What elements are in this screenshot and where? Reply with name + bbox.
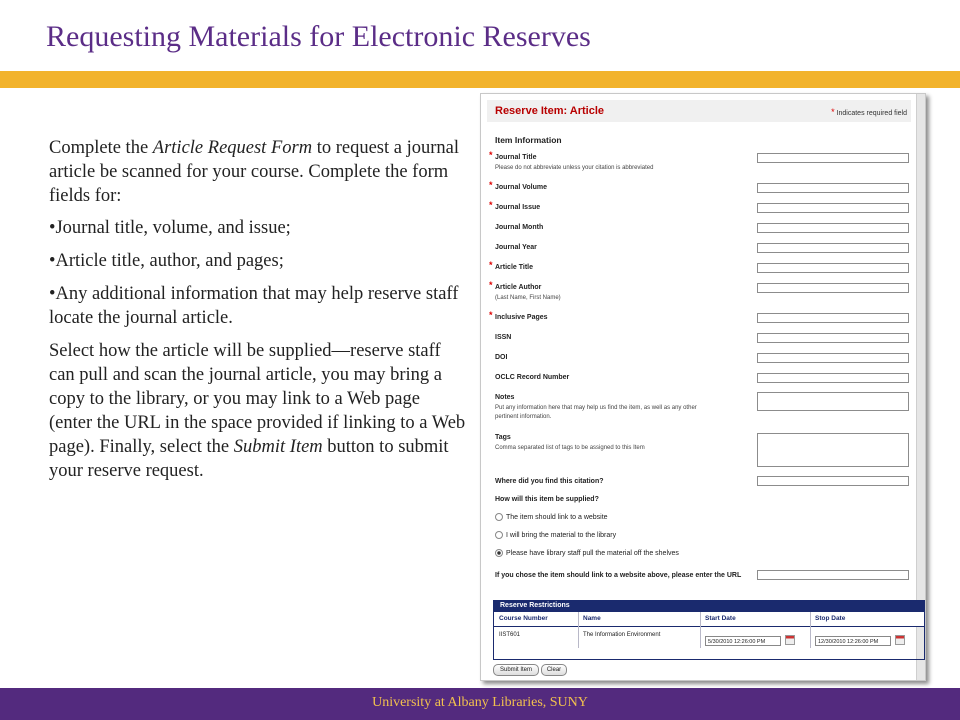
form-screenshot xyxy=(480,93,926,681)
issn-label: ISSN xyxy=(495,334,512,341)
article-title-input[interactable] xyxy=(757,263,909,273)
col-course-number: Course Number xyxy=(499,615,548,622)
section-heading: Item Information xyxy=(495,135,562,145)
oclc-input[interactable] xyxy=(757,373,909,383)
journal-volume-input[interactable] xyxy=(757,183,909,193)
bullet-article: •Article title, author, and pages; xyxy=(49,251,284,271)
article-title-label: Article Title xyxy=(495,264,533,271)
supply-option-website[interactable] xyxy=(495,513,608,521)
supply-option-label: Please have library staff pull the material off the shelves xyxy=(506,549,679,557)
where-found-input[interactable] xyxy=(757,476,909,486)
journal-month-label: Journal Month xyxy=(495,224,544,231)
required-star-icon: * xyxy=(489,150,493,160)
supply-option-staff-pull[interactable] xyxy=(495,549,679,557)
intro-paragraph xyxy=(49,136,467,208)
required-star-icon: * xyxy=(831,107,835,117)
journal-title-help: Please do not abbreviate unless your citation is abbreviated xyxy=(495,165,654,171)
article-author-input[interactable] xyxy=(757,283,909,293)
bullet-journal: •Journal title, volume, and issue; xyxy=(49,218,291,238)
inclusive-pages-label: Inclusive Pages xyxy=(495,314,548,321)
table-row xyxy=(494,628,924,648)
required-star-icon: * xyxy=(489,180,493,190)
col-start-date: Start Date xyxy=(705,615,736,622)
scrollbar-track[interactable] xyxy=(916,94,925,680)
supply-paragraph xyxy=(49,339,467,483)
required-star-icon: * xyxy=(489,260,493,270)
required-star-icon: * xyxy=(489,280,493,290)
supply-button-name: Submit Item xyxy=(233,437,323,457)
restrictions-columns xyxy=(494,612,924,627)
gold-divider-bar xyxy=(0,71,960,88)
supply-question: How will this item be supplied? xyxy=(495,496,599,503)
supply-text-b: button to submit your reserve request. xyxy=(49,437,449,481)
required-note-text: Indicates required field xyxy=(836,110,907,117)
inclusive-pages-input[interactable] xyxy=(757,313,909,323)
tags-textarea[interactable] xyxy=(757,433,909,467)
journal-year-input[interactable] xyxy=(757,243,909,253)
form-header xyxy=(487,100,911,122)
where-found-label: Where did you find this citation? xyxy=(495,478,604,485)
slide-title: Requesting Materials for Electronic Reserves xyxy=(46,20,591,53)
intro-text-b: to request a journal article be scanned for your course. Complete the form fields for: xyxy=(49,138,459,206)
intro-text-a: Complete the xyxy=(49,138,153,158)
supply-option-label: I will bring the material to the library xyxy=(506,531,617,539)
notes-help-line-1: Put any information here that may help us find the item, as well as any other xyxy=(495,405,697,411)
article-author-help: (Last Name, First Name) xyxy=(495,295,561,301)
radio-selected-icon[interactable] xyxy=(495,549,503,557)
journal-title-input[interactable] xyxy=(757,153,909,163)
journal-month-input[interactable] xyxy=(757,223,909,233)
tags-label: Tags xyxy=(495,434,511,441)
issn-input[interactable] xyxy=(757,333,909,343)
tags-help: Comma separated list of tags to be assigned to this Item xyxy=(495,445,645,451)
journal-issue-label: Journal Issue xyxy=(495,204,541,211)
stop-date-input[interactable]: 12/30/2010 12:26:00 PM xyxy=(815,636,891,646)
instructions-text xyxy=(49,136,467,492)
notes-help-line-2: pertinent information. xyxy=(495,414,552,420)
journal-title-label: Journal Title xyxy=(495,154,537,161)
notes-label: Notes xyxy=(495,394,515,401)
bullet-additional: •Any additional information that may help reserve staff locate the journal article. xyxy=(49,284,459,328)
article-author-label: Article Author xyxy=(495,284,542,291)
oclc-label: OCLC Record Number xyxy=(495,374,570,381)
footer-text: University at Albany Libraries, SUNY xyxy=(372,695,588,710)
reserve-restrictions-table xyxy=(493,600,925,660)
footer-bar xyxy=(0,688,960,720)
doi-label: DOI xyxy=(495,354,508,361)
supply-text-a: Select how the article will be supplied—reserve staff can pull and scan the journal article, you may bring a copy to the library, or you may link to a Web page (enter the URL in the space provided if linking to a Web page). Finally, select the xyxy=(49,341,466,457)
col-stop-date: Stop Date xyxy=(815,615,846,622)
supply-option-bring[interactable] xyxy=(495,531,616,539)
course-number-cell: IIST601 xyxy=(499,632,521,638)
form-title: Reserve Item: Article xyxy=(495,105,605,117)
clear-button[interactable]: Clear xyxy=(541,664,567,676)
required-note xyxy=(831,107,907,117)
journal-issue-input[interactable] xyxy=(757,203,909,213)
col-name: Name xyxy=(583,615,601,622)
intro-form-name: Article Request Form xyxy=(152,138,313,158)
journal-volume-label: Journal Volume xyxy=(495,184,547,191)
supply-option-label: The item should link to a website xyxy=(506,513,608,521)
required-star-icon: * xyxy=(489,310,493,320)
restrictions-title: Reserve Restrictions xyxy=(500,602,570,609)
url-question: If you chose the item should link to a website above, please enter the URL xyxy=(495,572,742,579)
doi-input[interactable] xyxy=(757,353,909,363)
required-star-icon: * xyxy=(489,200,493,210)
radio-icon[interactable] xyxy=(495,513,503,521)
course-name-cell: The Information Environment xyxy=(583,632,661,638)
calendar-icon[interactable] xyxy=(785,635,795,645)
notes-textarea[interactable] xyxy=(757,392,909,411)
restrictions-header xyxy=(494,601,924,612)
url-input[interactable] xyxy=(757,570,909,580)
radio-icon[interactable] xyxy=(495,531,503,539)
submit-item-button[interactable]: Submit Item xyxy=(493,664,539,676)
calendar-icon[interactable] xyxy=(895,635,905,645)
journal-year-label: Journal Year xyxy=(495,244,537,251)
start-date-input[interactable]: 5/30/2010 12:26:00 PM xyxy=(705,636,781,646)
